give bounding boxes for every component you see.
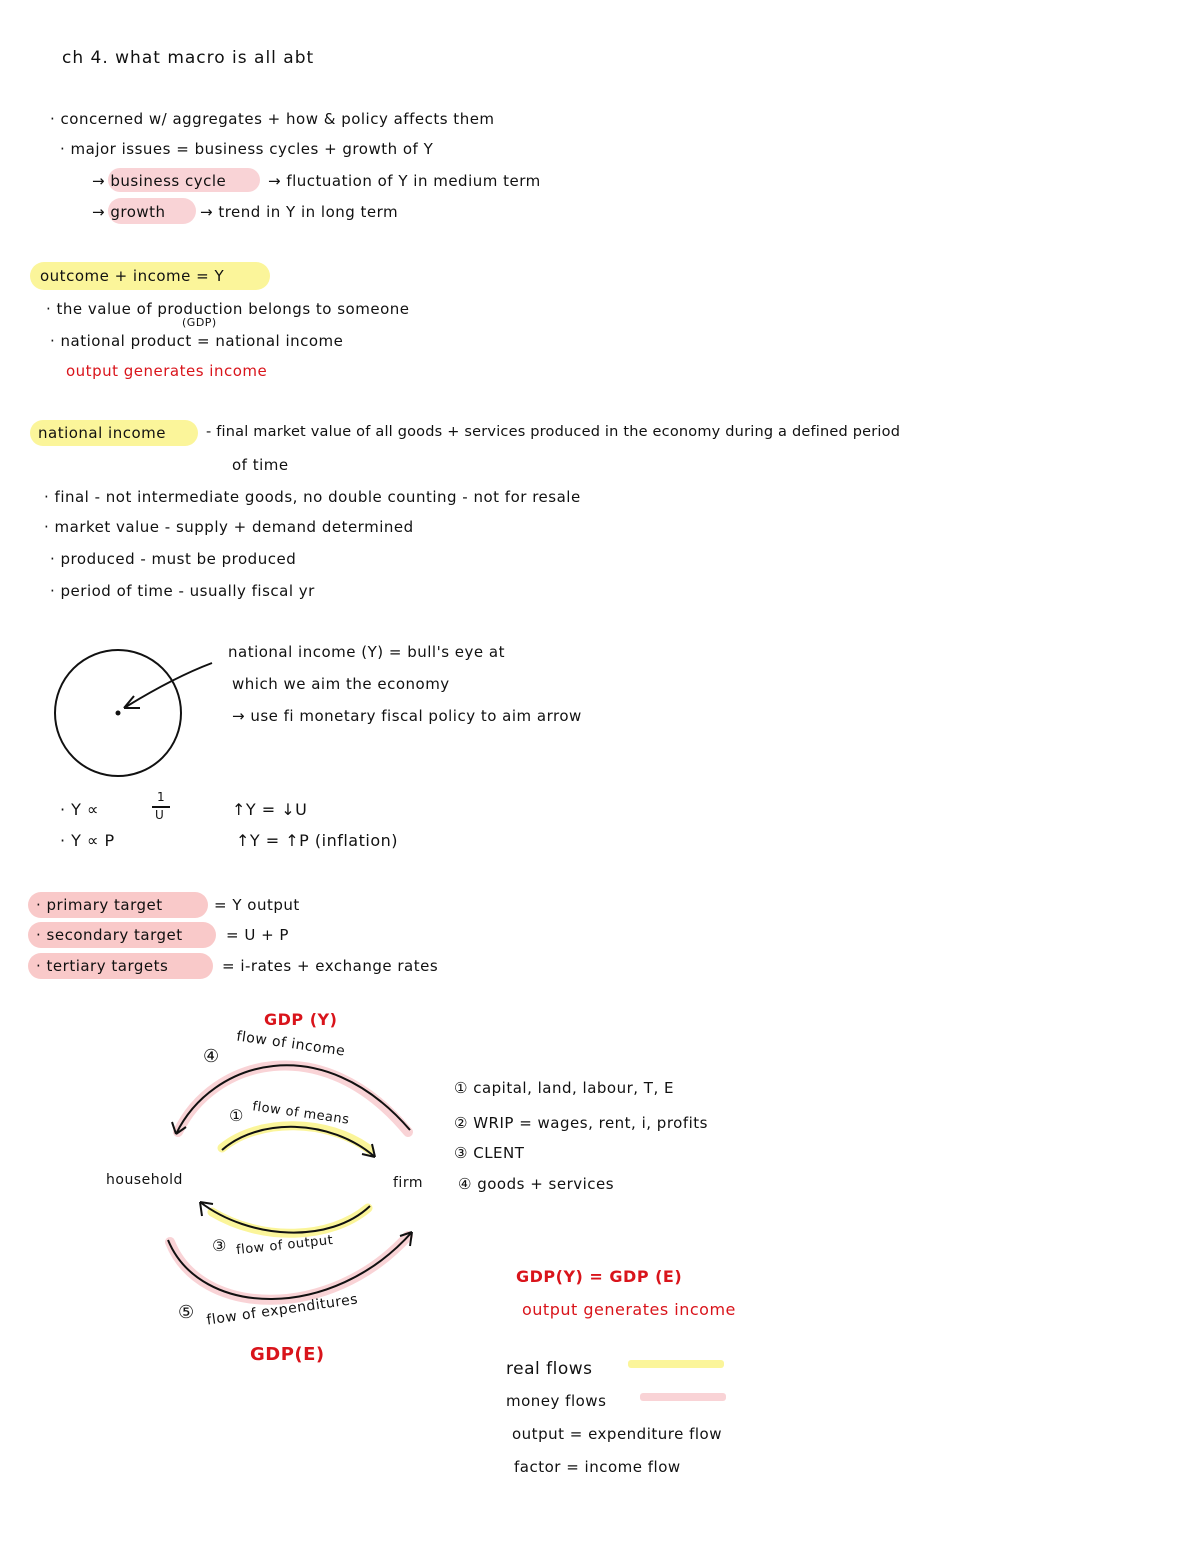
relation: ↑Y = ↑P (inflation) <box>236 831 398 850</box>
gdp-equation: GDP(Y) = GDP (E) <box>516 1267 683 1286</box>
flow-label: flow of means <box>251 1099 351 1128</box>
target-value: = i-rates + exchange rates <box>222 957 439 975</box>
flow-legend-item: ④ goods + services <box>458 1175 615 1193</box>
section-heading: national income <box>38 424 166 442</box>
section-heading: outcome + income = Y <box>40 267 225 285</box>
note-emphasis: output generates income <box>66 362 268 380</box>
flow-label: flow of expenditures <box>205 1291 360 1329</box>
note-term: → business cycle <box>92 172 227 190</box>
flow-number: ⑤ <box>178 1302 195 1323</box>
flow-number: ③ <box>212 1236 227 1255</box>
note-line: · the value of production belongs to someone <box>46 300 410 318</box>
equation-note: output generates income <box>522 1300 736 1319</box>
target-label: · tertiary targets <box>36 957 169 975</box>
note-line: → fluctuation of Y in medium term <box>268 172 541 190</box>
note-term: → growth <box>92 203 166 221</box>
note-line: which we aim the economy <box>232 675 450 693</box>
money-flow-swatch <box>640 1393 726 1401</box>
note-line: · concerned w/ aggregates + how & policy affects them <box>50 110 495 128</box>
note-line: · produced - must be produced <box>50 550 297 568</box>
target-label: · primary target <box>36 896 163 914</box>
key-line: factor = income flow <box>514 1458 681 1476</box>
flow-label: flow of output <box>235 1232 334 1259</box>
real-flow-swatch <box>628 1360 724 1368</box>
flow-legend-item: ③ CLENT <box>454 1144 525 1162</box>
flow-number: ① <box>229 1106 244 1125</box>
note-line: national income (Y) = bull's eye at <box>228 643 505 661</box>
fraction-denominator: U <box>155 808 165 822</box>
key-label: real flows <box>506 1359 593 1379</box>
firm-label: firm <box>393 1175 423 1191</box>
flow-number: ④ <box>203 1046 220 1067</box>
target-label: · secondary target <box>36 926 183 944</box>
flow-legend-item: ① capital, land, labour, T, E <box>454 1079 674 1097</box>
gdp-e-label: GDP(E) <box>250 1344 325 1365</box>
flow-legend-item: ② WRIP = wages, rent, i, profits <box>454 1114 708 1132</box>
note-line: → trend in Y in long term <box>200 203 399 221</box>
target-value: = U + P <box>226 926 289 944</box>
note-line: · period of time - usually fiscal yr <box>50 582 315 600</box>
target-value: = Y output <box>214 896 300 914</box>
note-line: · final - not intermediate goods, no double counting - not for resale <box>44 488 581 506</box>
gdp-y-label: GDP (Y) <box>264 1010 338 1029</box>
definition-line: - final market value of all goods + services produced in the economy during a defined period <box>206 424 901 440</box>
relation: ↑Y = ↓U <box>232 800 308 819</box>
key-line: output = expenditure flow <box>512 1425 722 1443</box>
note-line: · market value - supply + demand determined <box>44 518 414 536</box>
note-line: · national product = national income <box>50 332 344 350</box>
key-label: money flows <box>506 1392 607 1410</box>
fraction-numerator: 1 <box>157 790 166 804</box>
note-line: → use fi monetary fiscal policy to aim arrow <box>232 707 582 725</box>
household-label: household <box>106 1172 183 1188</box>
definition-line: of time <box>232 456 289 474</box>
note-line: · major issues = business cycles + growth of Y <box>60 140 434 158</box>
relation: · Y ∝ <box>60 800 99 819</box>
note-annotation: (GDP) <box>182 316 217 329</box>
relation: · Y ∝ P <box>60 831 115 850</box>
flow-label: flow of income <box>235 1028 347 1060</box>
page-title: ch 4. what macro is all abt <box>62 48 315 68</box>
